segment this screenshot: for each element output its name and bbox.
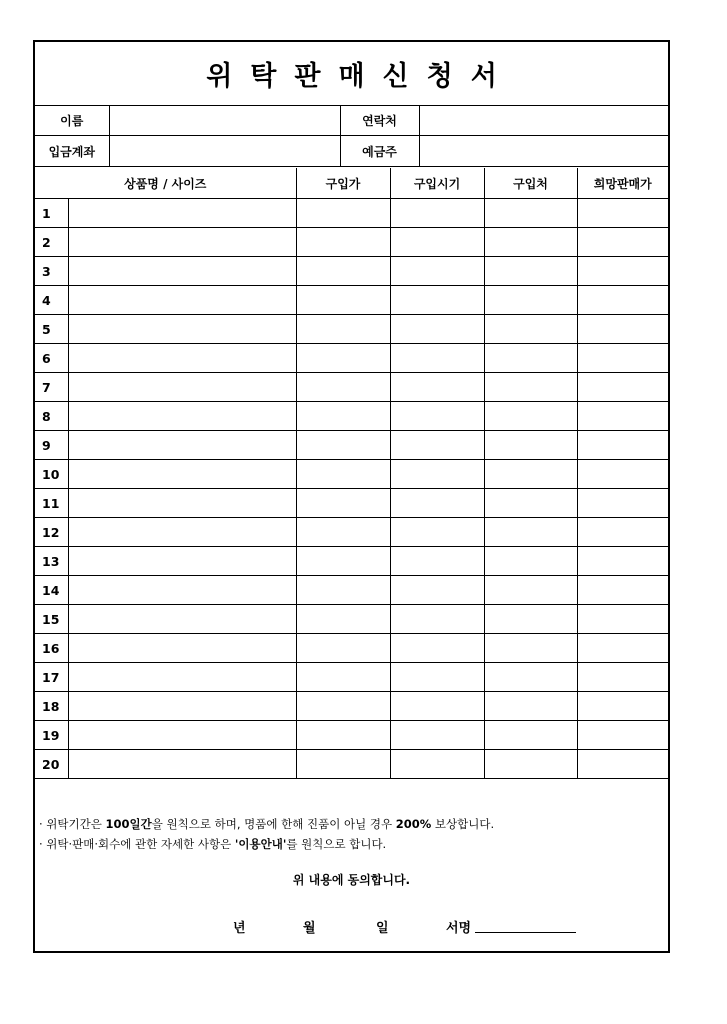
- table-row: [35, 257, 668, 286]
- date-cell[interactable]: [390, 431, 484, 460]
- note-text: 을 원칙으로 하며, 명품에 한해 진품이 아닐 경우: [151, 817, 396, 831]
- wish-price-cell[interactable]: [577, 489, 668, 518]
- product-cell[interactable]: [68, 489, 296, 518]
- month-label: 월: [303, 921, 316, 936]
- price-cell[interactable]: [296, 518, 390, 547]
- note-emphasis: 200%: [395, 817, 432, 831]
- product-cell[interactable]: [68, 315, 296, 344]
- row-number: 15: [35, 605, 68, 634]
- store-cell[interactable]: [484, 199, 577, 228]
- row-number: 6: [35, 344, 68, 373]
- product-cell[interactable]: [68, 721, 296, 750]
- table-row: [35, 489, 668, 518]
- row-number: 13: [35, 547, 68, 576]
- header-wish-price: 희망판매가: [577, 168, 668, 199]
- date-cell[interactable]: [390, 344, 484, 373]
- wish-price-cell[interactable]: [577, 692, 668, 721]
- notes: [39, 814, 659, 854]
- store-cell[interactable]: [484, 460, 577, 489]
- price-cell[interactable]: [296, 460, 390, 489]
- product-cell[interactable]: [68, 634, 296, 663]
- note-emphasis: '이용안내': [234, 837, 287, 851]
- product-cell[interactable]: [68, 750, 296, 779]
- date-cell[interactable]: [390, 518, 484, 547]
- row-number: 4: [35, 286, 68, 315]
- name-field[interactable]: [109, 105, 340, 136]
- account-label: 입금계좌: [35, 136, 109, 167]
- product-cell[interactable]: [68, 431, 296, 460]
- table-row: [35, 576, 668, 605]
- row-number: 9: [35, 431, 68, 460]
- row-number: 18: [35, 692, 68, 721]
- product-cell[interactable]: [68, 605, 296, 634]
- table-row: [35, 460, 668, 489]
- store-cell[interactable]: [484, 634, 577, 663]
- wish-price-cell[interactable]: [577, 547, 668, 576]
- table-row: [35, 721, 668, 750]
- year-label: 년: [233, 921, 246, 936]
- date-cell[interactable]: [390, 750, 484, 779]
- holder-label: 예금주: [340, 136, 419, 167]
- product-cell[interactable]: [68, 373, 296, 402]
- row-number: 5: [35, 315, 68, 344]
- table-row: [35, 373, 668, 402]
- product-cell[interactable]: [68, 547, 296, 576]
- items-header-row: [35, 168, 668, 199]
- wish-price-cell[interactable]: [577, 344, 668, 373]
- date-cell[interactable]: [390, 315, 484, 344]
- note-text: · 위탁기간은: [39, 817, 106, 831]
- price-cell[interactable]: [296, 431, 390, 460]
- table-row: [35, 315, 668, 344]
- product-cell[interactable]: [68, 460, 296, 489]
- table-row: [35, 605, 668, 634]
- table-row: [35, 402, 668, 431]
- signature-field[interactable]: [475, 932, 576, 933]
- note-text: · 위탁·판매·회수에 관한 자세한 사항은: [39, 837, 235, 851]
- signature-label: 서명: [446, 921, 472, 936]
- date-cell[interactable]: [390, 402, 484, 431]
- store-cell[interactable]: [484, 576, 577, 605]
- table-row: [35, 199, 668, 228]
- store-cell[interactable]: [484, 315, 577, 344]
- date-cell[interactable]: [390, 663, 484, 692]
- table-row: [35, 692, 668, 721]
- row-number: 14: [35, 576, 68, 605]
- wish-price-cell[interactable]: [577, 721, 668, 750]
- table-row: [35, 518, 668, 547]
- date-cell[interactable]: [390, 489, 484, 518]
- date-cell[interactable]: [390, 547, 484, 576]
- product-cell[interactable]: [68, 518, 296, 547]
- price-cell[interactable]: [296, 721, 390, 750]
- row-number: 12: [35, 518, 68, 547]
- info-row-account: [35, 136, 668, 167]
- wish-price-cell[interactable]: [577, 286, 668, 315]
- date-cell[interactable]: [390, 373, 484, 402]
- price-cell[interactable]: [296, 605, 390, 634]
- wish-price-cell[interactable]: [577, 257, 668, 286]
- store-cell[interactable]: [484, 344, 577, 373]
- price-cell[interactable]: [296, 663, 390, 692]
- date-cell[interactable]: [390, 257, 484, 286]
- row-number: 19: [35, 721, 68, 750]
- note-text: 를 원칙으로 합니다.: [286, 837, 387, 851]
- table-row: [35, 431, 668, 460]
- note-line-1: [39, 814, 659, 834]
- row-number: 10: [35, 460, 68, 489]
- price-cell[interactable]: [296, 228, 390, 257]
- store-cell[interactable]: [484, 750, 577, 779]
- price-cell[interactable]: [296, 402, 390, 431]
- price-cell[interactable]: [296, 315, 390, 344]
- header-date: 구입시기: [390, 168, 484, 199]
- contact-field[interactable]: [419, 105, 668, 136]
- wish-price-cell[interactable]: [577, 750, 668, 779]
- items-table: [35, 168, 668, 779]
- date-signature-line: [35, 917, 668, 937]
- price-cell[interactable]: [296, 547, 390, 576]
- table-row: [35, 750, 668, 779]
- row-number: 1: [35, 199, 68, 228]
- date-cell[interactable]: [390, 634, 484, 663]
- store-cell[interactable]: [484, 663, 577, 692]
- agreement-text: 위 내용에 동의합니다.: [292, 873, 411, 887]
- wish-price-cell[interactable]: [577, 402, 668, 431]
- store-cell[interactable]: [484, 373, 577, 402]
- wish-price-cell[interactable]: [577, 373, 668, 402]
- store-cell[interactable]: [484, 721, 577, 750]
- date-cell[interactable]: [390, 460, 484, 489]
- date-cell[interactable]: [390, 576, 484, 605]
- wish-price-cell[interactable]: [577, 663, 668, 692]
- wish-price-cell[interactable]: [577, 431, 668, 460]
- wish-price-cell[interactable]: [577, 228, 668, 257]
- wish-price-cell[interactable]: [577, 315, 668, 344]
- row-number: 17: [35, 663, 68, 692]
- table-row: [35, 634, 668, 663]
- price-cell[interactable]: [296, 373, 390, 402]
- header-price: 구입가: [296, 168, 390, 199]
- price-cell[interactable]: [296, 576, 390, 605]
- store-cell[interactable]: [484, 547, 577, 576]
- store-cell[interactable]: [484, 431, 577, 460]
- table-row: [35, 663, 668, 692]
- date-cell[interactable]: [390, 721, 484, 750]
- product-cell[interactable]: [68, 663, 296, 692]
- wish-price-cell[interactable]: [577, 605, 668, 634]
- consignment-form: [33, 40, 670, 953]
- row-number: 7: [35, 373, 68, 402]
- row-number: 2: [35, 228, 68, 257]
- price-cell[interactable]: [296, 750, 390, 779]
- table-row: [35, 228, 668, 257]
- row-number: 20: [35, 750, 68, 779]
- wish-price-cell[interactable]: [577, 518, 668, 547]
- store-cell[interactable]: [484, 257, 577, 286]
- note-line-2: [39, 834, 659, 854]
- store-cell[interactable]: [484, 605, 577, 634]
- date-cell[interactable]: [390, 605, 484, 634]
- wish-price-cell[interactable]: [577, 460, 668, 489]
- applicant-info-table: [35, 105, 668, 167]
- product-cell[interactable]: [68, 257, 296, 286]
- date-cell[interactable]: [390, 228, 484, 257]
- price-cell[interactable]: [296, 199, 390, 228]
- price-cell[interactable]: [296, 692, 390, 721]
- date-cell[interactable]: [390, 199, 484, 228]
- date-cell[interactable]: [390, 692, 484, 721]
- wish-price-cell[interactable]: [577, 634, 668, 663]
- product-cell[interactable]: [68, 286, 296, 315]
- product-cell[interactable]: [68, 228, 296, 257]
- product-cell[interactable]: [68, 576, 296, 605]
- store-cell[interactable]: [484, 228, 577, 257]
- row-number: 11: [35, 489, 68, 518]
- price-cell[interactable]: [296, 344, 390, 373]
- header-store: 구입처: [484, 168, 577, 199]
- table-row: [35, 344, 668, 373]
- day-label: 일: [376, 921, 389, 936]
- product-cell[interactable]: [68, 344, 296, 373]
- product-cell[interactable]: [68, 199, 296, 228]
- date-cell[interactable]: [390, 286, 484, 315]
- product-cell[interactable]: [68, 402, 296, 431]
- store-cell[interactable]: [484, 518, 577, 547]
- note-text: 보상합니다.: [431, 817, 495, 831]
- info-row-name: [35, 105, 668, 136]
- wish-price-cell[interactable]: [577, 576, 668, 605]
- store-cell[interactable]: [484, 489, 577, 518]
- table-row: [35, 547, 668, 576]
- row-number: 16: [35, 634, 68, 663]
- price-cell[interactable]: [296, 489, 390, 518]
- name-label: 이름: [35, 105, 109, 136]
- wish-price-cell[interactable]: [577, 199, 668, 228]
- store-cell[interactable]: [484, 402, 577, 431]
- row-number: 3: [35, 257, 68, 286]
- table-row: [35, 286, 668, 315]
- store-cell[interactable]: [484, 692, 577, 721]
- account-field[interactable]: [109, 136, 340, 167]
- holder-field[interactable]: [419, 136, 668, 167]
- header-product: 상품명 / 사이즈: [35, 168, 296, 199]
- store-cell[interactable]: [484, 286, 577, 315]
- price-cell[interactable]: [296, 286, 390, 315]
- price-cell[interactable]: [296, 634, 390, 663]
- price-cell[interactable]: [296, 257, 390, 286]
- product-cell[interactable]: [68, 692, 296, 721]
- form-title: 위탁판매신청서: [206, 61, 515, 92]
- contact-label: 연락처: [340, 105, 419, 136]
- note-emphasis: 100일간: [105, 817, 152, 831]
- title-row: [35, 42, 668, 106]
- row-number: 8: [35, 402, 68, 431]
